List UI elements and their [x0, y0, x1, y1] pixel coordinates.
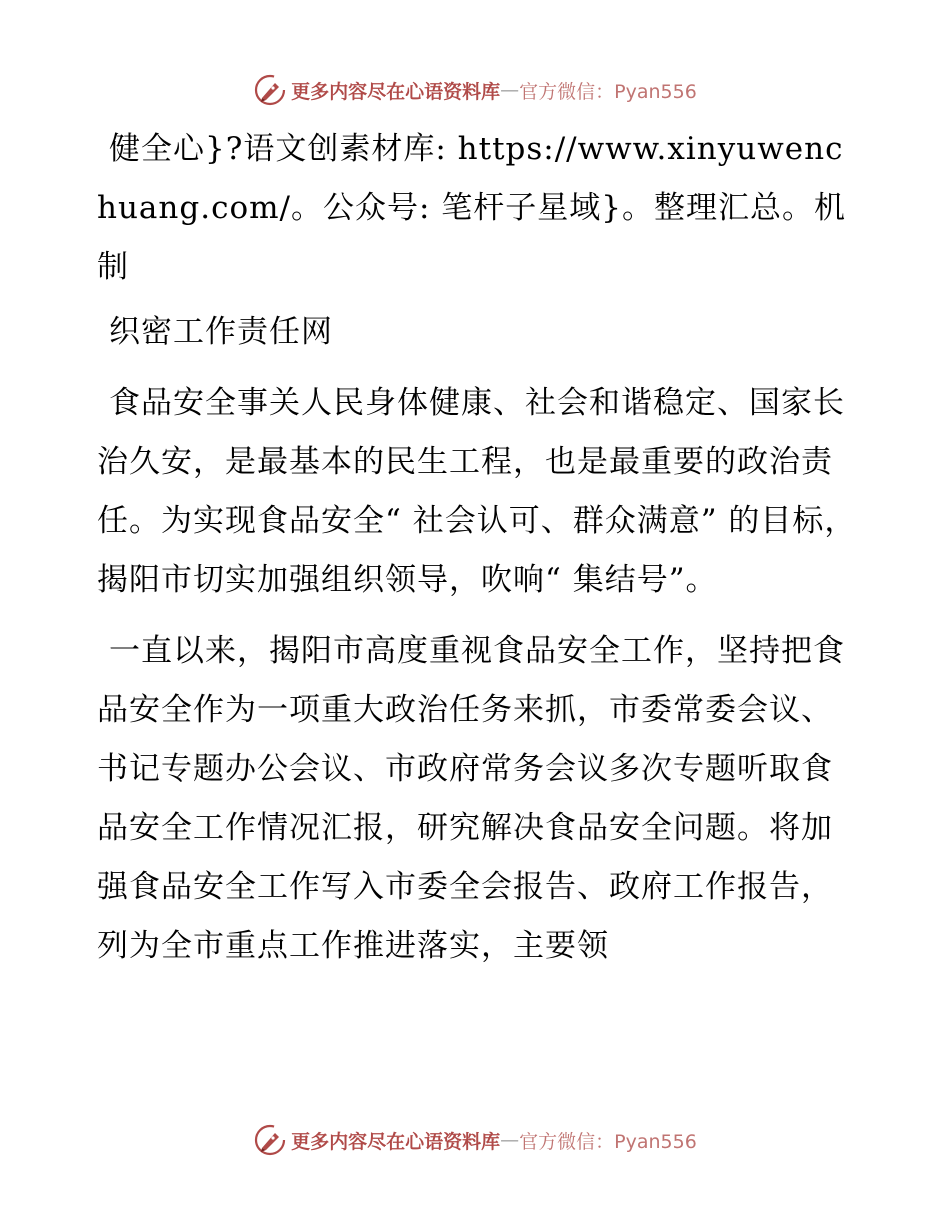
banner-brand-text: 更多内容尽在心语资料库	[291, 1130, 501, 1153]
header-banner	[0, 70, 950, 110]
paragraph-1: 健全心}?语文创素材库: https://www.xinyuwenchuang.com/。公众号: 笔杆子星域}。整理汇总。机制	[97, 131, 846, 285]
banner-wechat-text: 官方微信：Pyan556	[519, 80, 697, 103]
banner-brand-text: 更多内容尽在心语资料库	[291, 80, 501, 103]
pen-nib-logo-icon	[253, 73, 287, 107]
banner-dash: —	[500, 1129, 520, 1151]
banner-wechat-text: 官方微信：Pyan556	[519, 1130, 697, 1153]
pen-nib-logo-icon	[253, 1123, 287, 1157]
paragraph-3: 一直以来，揭阳市高度重视食品安全工作，坚持把食品安全作为一项重大政治任务来抓，市委常委会议、书记专题办公会议、市政府常务会议多次专题听取食品安全工作情况汇报，研究解决食品安全问题。将加强食品安全工作写入市委全会报告、政府工作报告，列为全市重点工作推进落实，主要领	[97, 633, 845, 964]
paragraph-2: 食品安全事关人民身体健康、社会和谐稳定、国家长治久安，是最基本的民生工程，也是最重要的政治责任。为实现食品安全“ 社会认可、群众满意” 的目标，揭阳市切实加强组织领导，吹响“ 集结号”。	[97, 385, 857, 598]
section-heading: 织密工作责任网	[109, 314, 333, 350]
document-body	[97, 120, 857, 976]
banner-dash: —	[500, 79, 520, 101]
footer-banner	[0, 1120, 950, 1160]
